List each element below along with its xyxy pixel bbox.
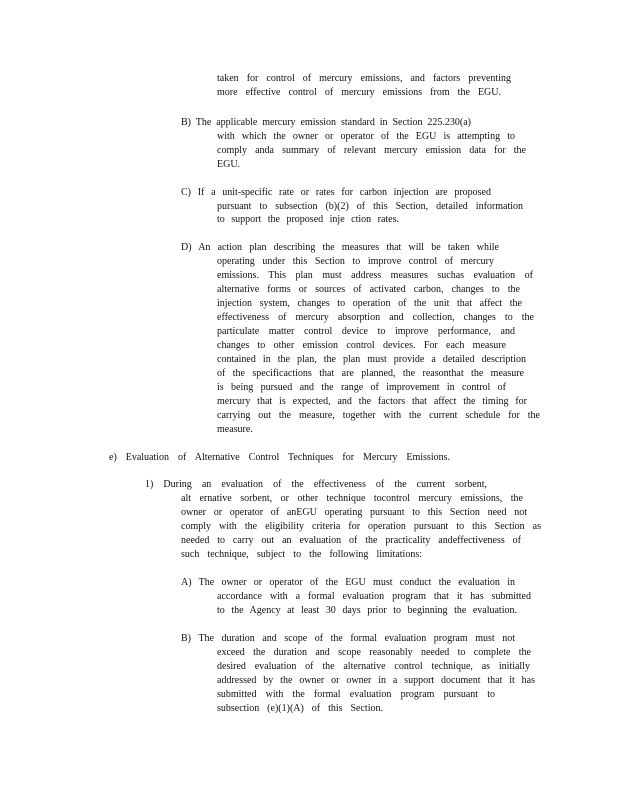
text-line: subsection (e)(1)(A) of this Section.	[217, 703, 383, 714]
text-line: changes to other emission control devices. For each measure	[217, 340, 506, 351]
text-line: addressed by the owner or owner in a support document that it has	[217, 675, 535, 686]
text-line: emissions. This plan must address measures suchas evaluation of	[217, 270, 533, 281]
text-line: to the Agency at least 30 days prior to beginning the evaluation.	[217, 605, 517, 616]
text-line: B) The duration and scope of the formal evaluation program must not	[181, 633, 515, 644]
text-line: comply anda summary of relevant mercury emission data for the	[217, 145, 526, 156]
text-line: taken for control of mercury emissions, and factors preventing	[217, 73, 511, 84]
text-line: D) An action plan describing the measures that will be taken while	[181, 242, 499, 253]
text-line: injection system, changes to operation of the unit that affect the	[217, 298, 522, 309]
text-line: contained in the plan, the plan must provide a detailed description	[217, 354, 526, 365]
text-line: such technique, subject to the following limitations:	[181, 549, 422, 560]
text-line: A) The owner or operator of the EGU must conduct the evaluation in	[181, 577, 515, 588]
text-line: B) The applicable mercury emission standard in Section 225.230(a)	[181, 117, 471, 128]
text-line: measure.	[217, 424, 253, 435]
text-line: mercury that is expected, and the factors that affect the timing for	[217, 396, 527, 407]
text-line: alt ernative sorbent, or other technique tocontrol mercury emissions, the	[181, 493, 523, 504]
text-line: e) Evaluation of Alternative Control Techniques for Mercury Emissions.	[109, 452, 450, 463]
text-line: operating under this Section to improve control of mercury	[217, 256, 494, 267]
text-line: desired evaluation of the alternative control technique, as initially	[217, 661, 530, 672]
text-line: carrying out the measure, together with the current schedule for the	[217, 410, 540, 421]
text-line: exceed the duration and scope reasonably needed to complete the	[217, 647, 531, 658]
text-line: submitted with the formal evaluation program pursuant to	[217, 689, 495, 700]
text-line: alternative forms or sources of activated carbon, changes to the	[217, 284, 520, 295]
text-line: owner or operator of anEGU operating pursuant to this Section need not	[181, 507, 527, 518]
text-line: pursuant to subsection (b)(2) of this Section, detailed information	[217, 201, 523, 212]
text-line: is being pursued and the range of improvement in control of	[217, 382, 506, 393]
text-line: with which the owner or operator of the EGU is attempting to	[217, 131, 515, 142]
text-line: 1) During an evaluation of the effectiveness of the current sorbent,	[145, 479, 487, 490]
text-line: effectiveness of mercury absorption and collection, changes to the	[217, 312, 534, 323]
text-line: more effective control of mercury emissions from the EGU.	[217, 87, 501, 98]
text-line: accordance with a formal evaluation program that it has submitted	[217, 591, 531, 602]
text-line: of the specificactions that are planned, the reasonthat the measure	[217, 368, 524, 379]
text-line: needed to carry out an evaluation of the practicality andeffectiveness of	[181, 535, 521, 546]
text-line: EGU.	[217, 159, 241, 170]
text-line: comply with the eligibility criteria for operation pursuant to this Section as	[181, 521, 541, 532]
text-line: particulate matter control device to improve performance, and	[217, 326, 515, 337]
text-line: C) If a unit-specific rate or rates for carbon injection are proposed	[181, 187, 491, 198]
text-line: to support the proposed inje ction rates.	[217, 214, 399, 225]
